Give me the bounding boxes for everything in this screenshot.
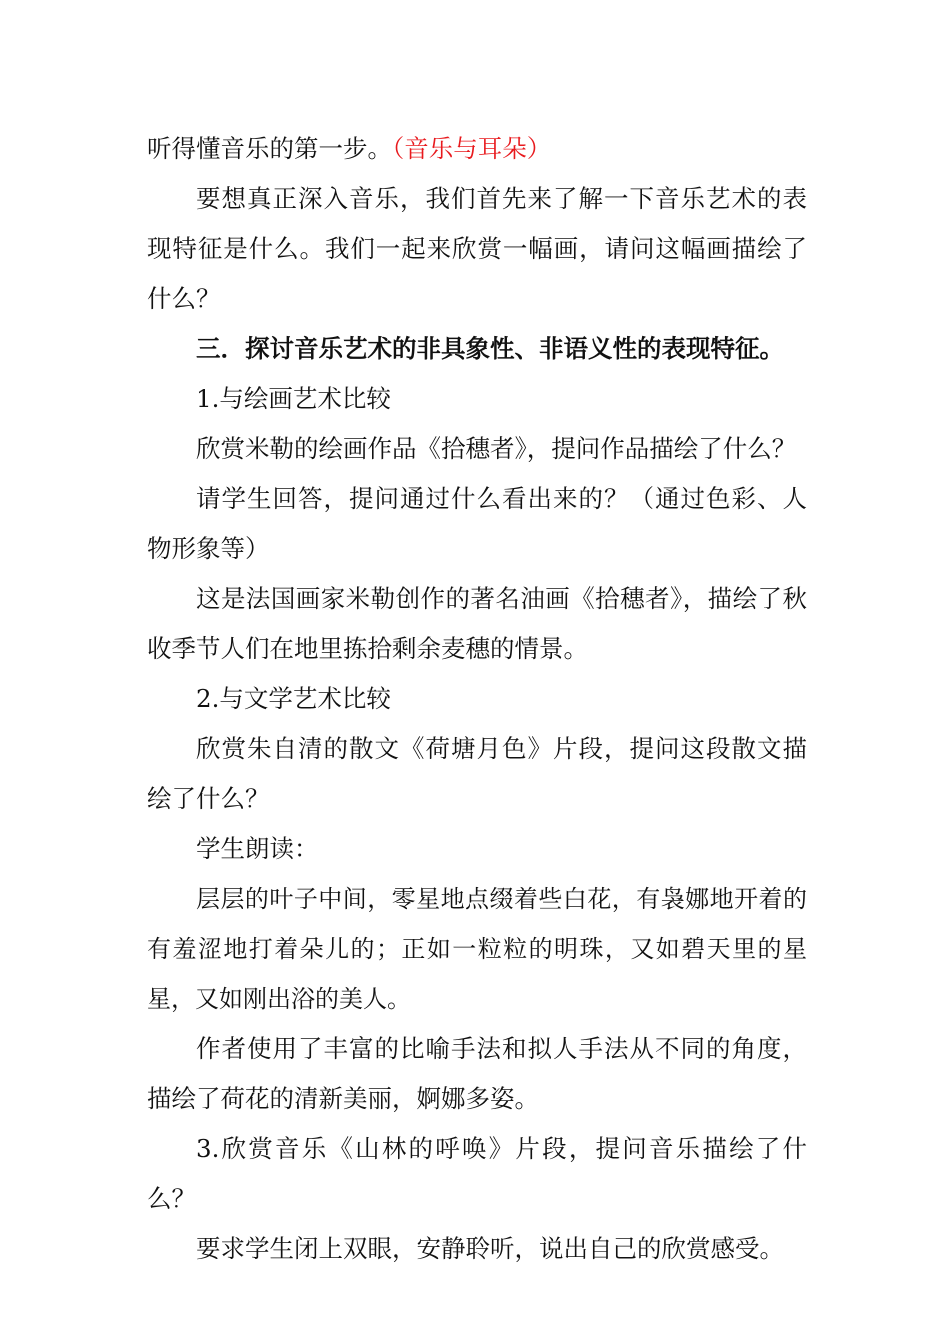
paragraph-continued <box>147 124 807 174</box>
item-2-heading: 2.与文学艺术比较 <box>196 684 391 713</box>
document-page <box>147 124 807 1274</box>
paragraph-prose-question: 欣赏朱自清的散文《荷塘月色》片段，提问这段散文描绘了什么？ <box>147 734 807 813</box>
highlight-note: （音乐与耳朵） <box>392 134 552 163</box>
paragraph-student-reading: 学生朗读： <box>196 834 319 863</box>
item-1-heading: 1.与绘画艺术比较 <box>196 384 391 413</box>
paragraph-prose-analysis: 作者使用了丰富的比喻手法和拟人手法从不同的角度，描绘了荷花的清新美丽，婀娜多姿。 <box>147 1034 807 1113</box>
paragraph-text: 听得懂音乐的第一步。 <box>147 134 392 163</box>
paragraph-painting-description: 这是法国画家米勒创作的著名油画《拾穗者》，描绘了秋收季节人们在地里拣拾剩余麦穗的情景。 <box>147 584 807 663</box>
paragraph-student-answer: 请学生回答，提问通过什么看出来的？（通过色彩、人物形象等） <box>147 484 807 563</box>
paragraph-intro: 要想真正深入音乐，我们首先来了解一下音乐艺术的表现特征是什么。我们一起来欣赏一幅画，请问这幅画描绘了什么？ <box>147 184 807 313</box>
paragraph-painting-question: 欣赏米勒的绘画作品《拾穗者》，提问作品描绘了什么？ <box>196 434 797 463</box>
section-heading-3: 三．探讨音乐艺术的非具象性、非语义性的表现特征。 <box>196 334 784 363</box>
prose-quote: 层层的叶子中间，零星地点缀着些白花，有袅娜地开着的有羞涩地打着朵儿的；正如一粒粒的明珠，又如碧天里的星星，又如刚出浴的美人。 <box>147 885 807 1013</box>
paragraph-listening-task: 要求学生闭上双眼，安静聆听，说出自己的欣赏感受。 <box>196 1234 784 1263</box>
item-3-heading: 3.欣赏音乐《山林的呼唤》片段，提问音乐描绘了什么？ <box>147 1134 807 1213</box>
